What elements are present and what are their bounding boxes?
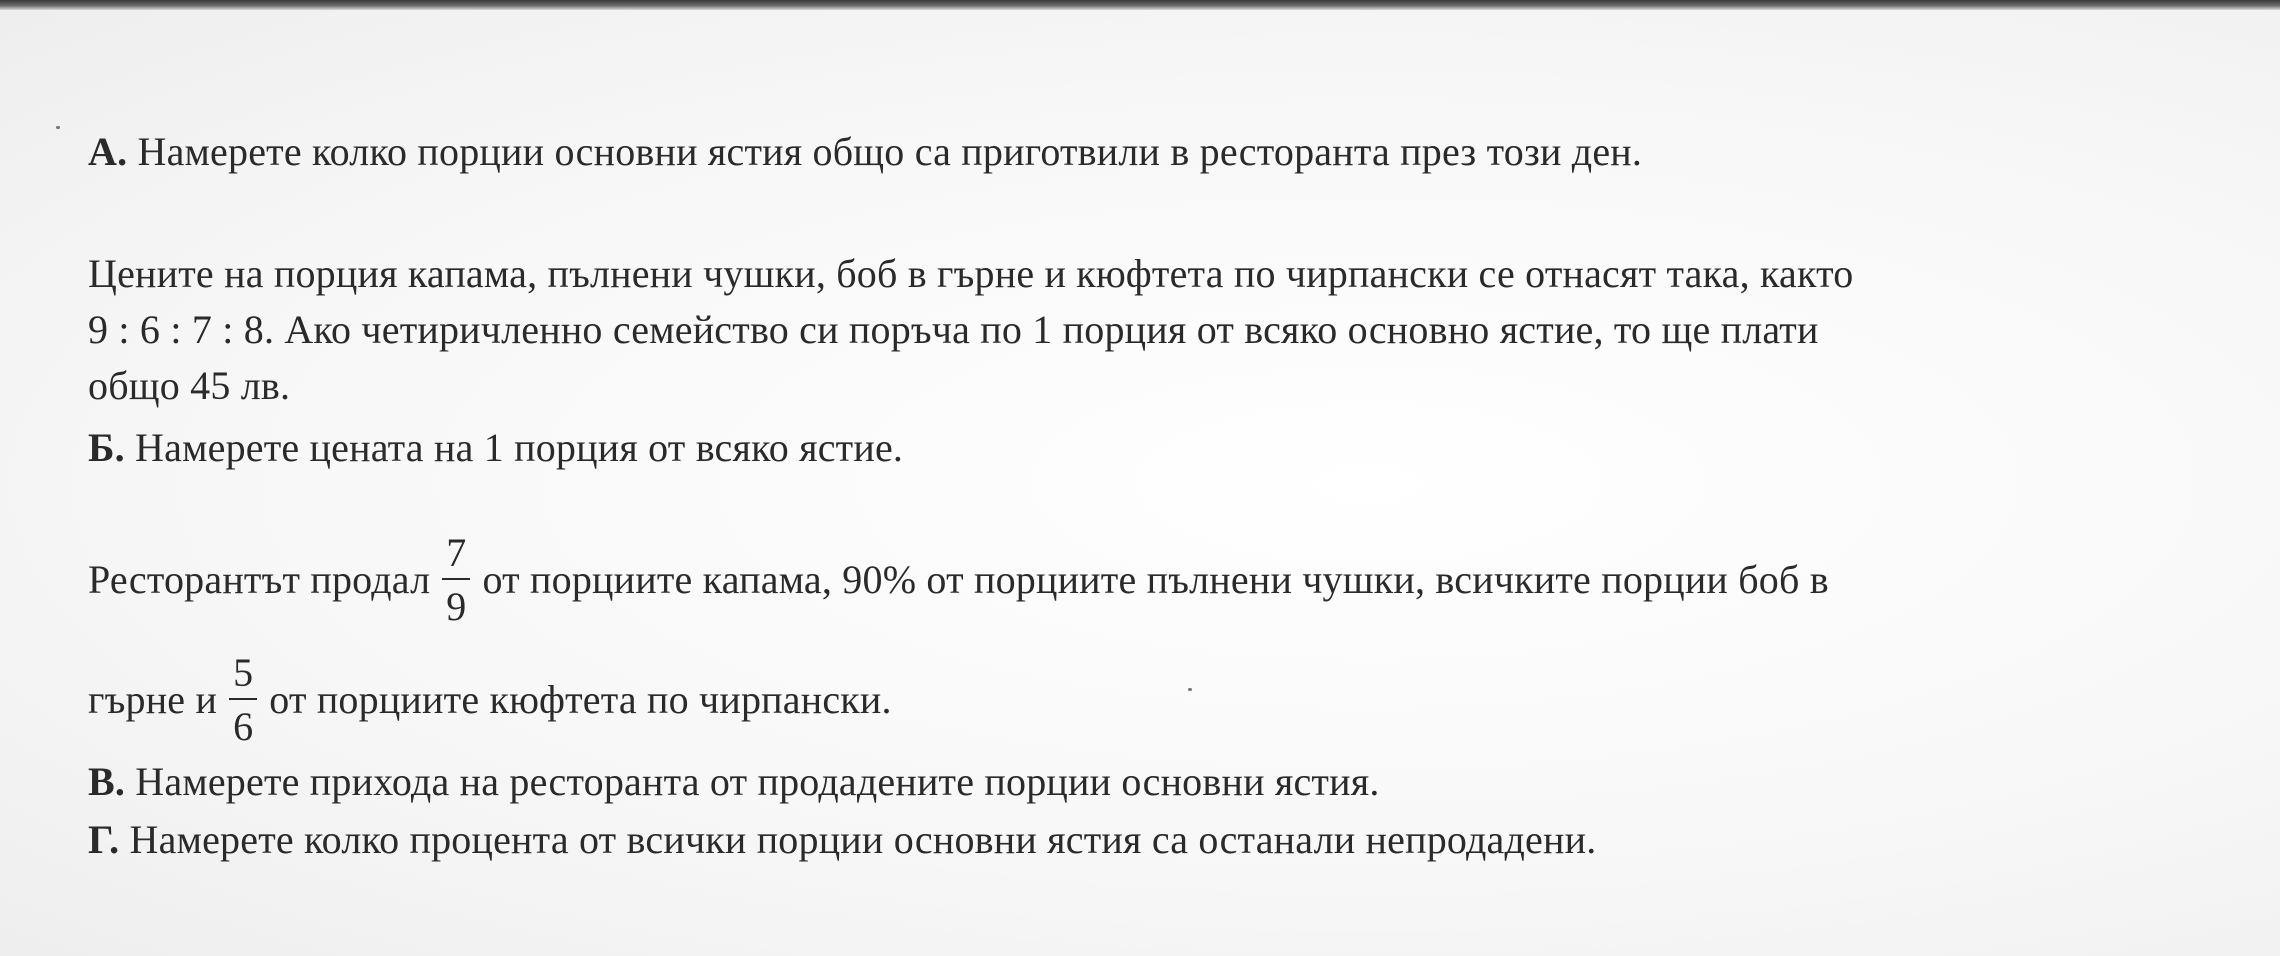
prices-text-3: общо 45 лв. [88, 363, 291, 408]
fraction-1-bar [442, 578, 470, 580]
prices-text-2: 9 : 6 : 7 : 8. Ако четиричленно семейство си поръча по 1 порция от всяко основно ястие, то ще плати [88, 307, 1819, 352]
fraction-2-bar [229, 698, 257, 700]
scan-top-edge [0, 0, 2280, 10]
fraction-five-sixths [229, 650, 257, 750]
task-a-label: А. [88, 129, 128, 174]
task-g-line [88, 816, 1596, 864]
task-b-label: Б. [88, 425, 125, 470]
fraction-2-denominator: 6 [233, 703, 254, 749]
scanned-page [0, 10, 2280, 956]
sales-text-2a: гърне и [88, 677, 218, 722]
task-a-line [88, 128, 1642, 176]
scan-speck [56, 126, 60, 129]
task-v-text: Намерете прихода на ресторанта от продадените порции основни ястия. [125, 759, 1380, 804]
task-g-label: Г. [88, 817, 120, 862]
fraction-2-numerator: 5 [233, 649, 254, 695]
fraction-1-denominator: 9 [446, 583, 467, 629]
task-v-line [88, 758, 1380, 806]
task-g-text: Намерете колко процента от всички порции основни ястия са останали непродадени. [119, 817, 1597, 862]
fraction-seven-ninths [442, 530, 470, 630]
prices-line-3 [88, 362, 290, 410]
sales-line-1 [88, 520, 1829, 640]
prices-line-2 [88, 306, 1819, 354]
fraction-1-numerator: 7 [446, 529, 467, 575]
task-v-label: В. [88, 759, 126, 804]
sales-text-1a: Ресторантът продал [88, 557, 431, 602]
task-b-text: Намерете цената на 1 порция от всяко ястие. [124, 425, 904, 470]
sales-text-1b: от порциите капама, 90% от порциите пълнени чушки, всичките порции боб в [482, 557, 1829, 602]
prices-text-1: Цените на порция капама, пълнени чушки, боб в гърне и кюфтета по чирпански се отнасят така, както [88, 251, 1854, 296]
task-b-line [88, 424, 903, 472]
scan-speck [1188, 688, 1192, 691]
task-a-text: Намерете колко порции основни ястия общо са приготвили в ресторанта през този ден. [127, 129, 1643, 174]
sales-line-2 [88, 640, 892, 760]
sales-text-2b: от порциите кюфтета по чирпански. [269, 677, 892, 722]
prices-line-1 [88, 250, 1853, 298]
